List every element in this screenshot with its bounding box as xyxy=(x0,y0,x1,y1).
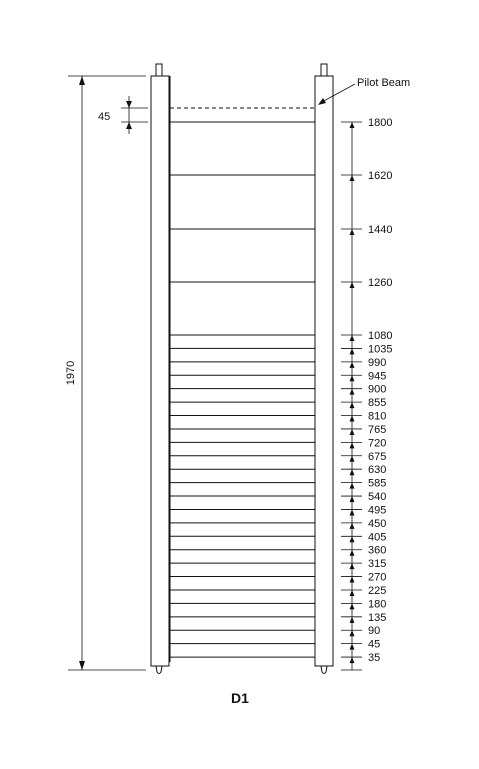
bar-label-450: 450 xyxy=(368,517,387,530)
bar-label-180: 180 xyxy=(368,598,387,611)
bars xyxy=(170,122,315,657)
bar-label-855: 855 xyxy=(368,397,387,410)
left-rail xyxy=(151,64,170,674)
bar-label-90: 90 xyxy=(368,625,381,638)
bar-label-45: 45 xyxy=(368,638,381,651)
bar-label-315: 315 xyxy=(368,558,387,571)
bar-label-1800: 1800 xyxy=(368,117,393,129)
bar-label-810: 810 xyxy=(368,410,387,423)
bar-label-585: 585 xyxy=(368,477,387,490)
bar-label-360: 360 xyxy=(368,544,387,557)
bar-label-990: 990 xyxy=(368,356,387,369)
bar-label-1080: 1080 xyxy=(368,330,393,342)
pilot-gap-dimension xyxy=(98,96,148,134)
bar-label-225: 225 xyxy=(368,584,387,597)
diagram-title: D1 xyxy=(231,690,249,706)
dimension-chain xyxy=(341,117,392,670)
bar-label-135: 135 xyxy=(368,611,387,624)
bar-label-270: 270 xyxy=(368,571,387,584)
bar-label-1260: 1260 xyxy=(368,277,393,289)
overall-height-dimension xyxy=(65,76,146,670)
pilot-gap-label: 45 xyxy=(98,111,111,123)
bar-label-765: 765 xyxy=(368,423,387,436)
bar-label-945: 945 xyxy=(368,370,387,383)
bar-label-630: 630 xyxy=(368,464,387,477)
overall-height-label: 1970 xyxy=(65,360,77,386)
bar-label-540: 540 xyxy=(368,491,387,504)
bar-label-675: 675 xyxy=(368,450,387,463)
bar-label-35: 35 xyxy=(368,652,381,665)
right-rail xyxy=(315,64,333,674)
bar-label-720: 720 xyxy=(368,437,387,450)
pilot-beam-label: Pilot Beam xyxy=(357,77,411,89)
bar-label-1440: 1440 xyxy=(368,224,393,236)
bar-label-900: 900 xyxy=(368,383,387,396)
bar-label-1620: 1620 xyxy=(368,170,393,182)
bar-label-495: 495 xyxy=(368,504,387,517)
bar-label-1035: 1035 xyxy=(368,343,393,356)
bar-label-405: 405 xyxy=(368,531,387,544)
